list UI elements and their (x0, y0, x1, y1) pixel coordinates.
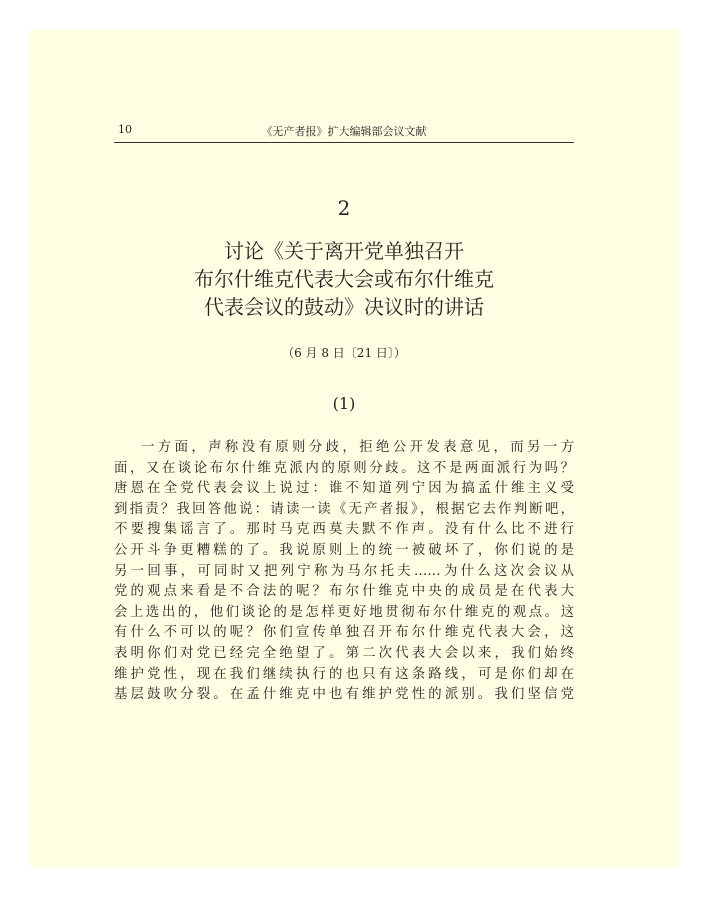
body-line: 有什么不可以的呢？你们宣传单独召开布尔什维克代表大会，这 (114, 625, 574, 641)
body-line: 党的观点来看是不合法的呢？布尔什维克中央的成员是在代表大 (114, 584, 574, 600)
body-line: 面，又在谈论布尔什维克派内的原则分歧。这不是两面派行为吗？ (114, 460, 574, 476)
body-line: 另一回事，可同时又把列宁称为马尔托夫……为什么这次会议从 (114, 563, 574, 579)
body-line: 维护党性，现在我们继续执行的也只有这条路线，可是你们却在 (114, 666, 574, 682)
header-rule (114, 142, 574, 143)
body-line: 公开斗争更糟糕的了。我说原则上的统一被破坏了，你们说的是 (114, 542, 574, 558)
running-title: 《无产者报》扩大编辑部会议文献 (261, 125, 427, 138)
title-line: 讨论《关于离开党单独召开 (224, 239, 464, 263)
body-line: 唐恩在全党代表会议上说过：谁不知道列宁因为搞孟什维主义受 (114, 481, 574, 497)
body-line: 会上选出的，他们谈论的是怎样更好地贯彻布尔什维克的观点。这 (114, 604, 574, 620)
body-line: 到指责？我回答他说：请读一读《无产者报》，根据它去作判断吧， (114, 501, 574, 517)
body-line: 一方面，声称没有原则分歧，拒绝公开发表意见，而另一方 (141, 440, 574, 455)
running-header (114, 123, 574, 141)
body-paragraph (114, 438, 574, 706)
page-number: 10 (118, 123, 132, 136)
chapter-number: 2 (337, 196, 351, 220)
body-line: 基层鼓吹分裂。在孟什维克中也有维护党性的派别。我们坚信党 (114, 687, 574, 703)
title-line: 代表会议的鼓动》决议时的讲话 (204, 295, 484, 319)
document-title (114, 237, 574, 321)
section-number: (1) (332, 394, 356, 413)
title-line: 布尔什维克代表大会或布尔什维克 (194, 267, 494, 291)
body-line: 不要搜集谣言了。那时马克西莫夫默不作声。没有什么比不进行 (114, 522, 574, 538)
body-line: 表明你们对党已经完全绝望了。第二次代表大会以来，我们始终 (114, 645, 574, 661)
date-line: （6 月 8 日〔21 日〕） (282, 346, 406, 360)
